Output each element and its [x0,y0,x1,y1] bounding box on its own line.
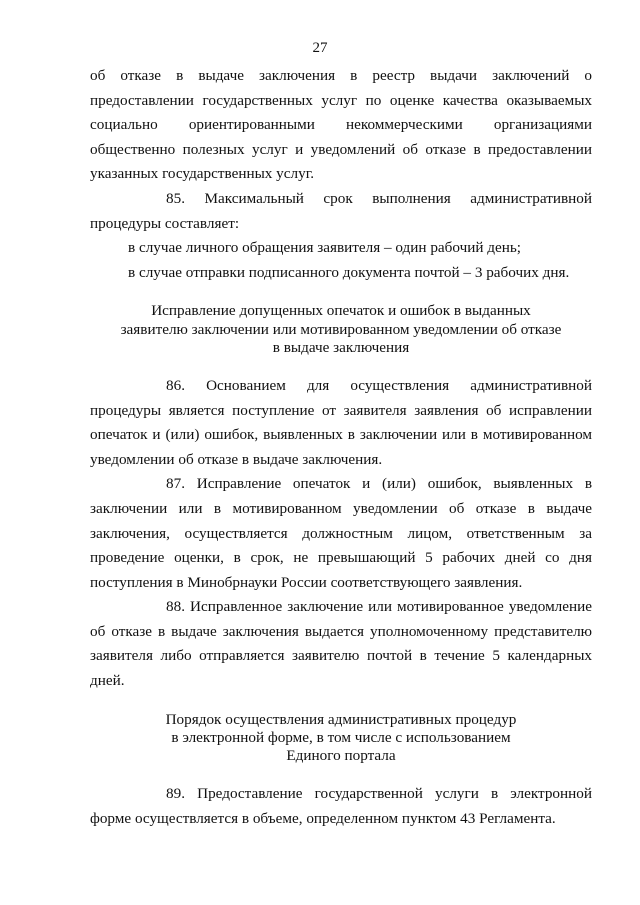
paragraph-88 [90,595,592,693]
paragraph-85-item-b: в случае отправки подписанного документа почтой – 3 рабочих дня. [128,263,570,281]
paragraph-86 [90,374,592,472]
heading-line: в выдаче заключения [272,338,410,356]
heading-line: заявителю заключении или мотивированном уведомлении об отказе [120,320,562,338]
paragraph-85-item-a: в случае личного обращения заявителя – один рабочий день; [128,239,522,257]
paragraph-87-number: 87. [166,475,185,493]
section-heading-electronic [90,711,592,766]
paragraph-88-text: Исправленное заключение или мотивированное уведомление об отказе в выдаче заключения выдается уполномоченному представителю заявителя либо отправляется заявителю почтой в течение 5 календарных дней. [90,598,592,690]
paragraph-88-number: 88. [166,598,185,616]
paragraph-85 [90,187,592,236]
paragraph-85-number: 85. [166,189,185,207]
paragraph-87-text: Исправление опечаток и (или) ошибок, выявленных в заключении или в мотивированном уведомлении об отказе в выдаче заключения, осуществляется должностным лицом, ответственным за проведение оценки, в срок, не превышающий 5 рабочих дней со дня поступления в Минобрнауки России соответствующего заявления. [90,475,592,591]
document-body [90,64,592,831]
heading-line: Исправление допущенных опечаток и ошибок в выданных [151,302,531,320]
heading-line: Единого портала [286,747,396,765]
paragraph-87 [90,472,592,595]
paragraph-intro: об отказе в выдаче заключения в реестр выдачи заключений о предоставлении государственных услуг по оценке качества оказываемых социально ориентированными некоммерческими организациями общественно полезных услуг и уведомлений об отказе в предоставлении указанных государственных услуг. [90,67,592,183]
paragraph-86-number: 86. [166,376,185,394]
paragraph-85-text: Максимальный срок выполнения административной процедуры составляет: [90,189,593,232]
paragraph-86-text: Основанием для осуществления административной процедуры является поступление от заявителя заявления об исправлении опечаток и (или) ошибок, выявленных в заключении или в мотивированном уведомлении об отказе в выдаче заключения. [90,376,593,468]
heading-line: Порядок осуществления административных процедур [165,710,517,728]
paragraph-89 [90,782,592,831]
heading-line: в электронной форме, в том числе с использованием [171,728,511,746]
section-heading-corrections [90,302,592,357]
paragraph-89-number: 89. [166,785,185,803]
page-number: 27 [312,40,328,56]
paragraph-89-text: Предоставление государственной услуги в электронной форме осуществляется в объеме, определенном пунктом 43 Регламента. [90,785,592,827]
